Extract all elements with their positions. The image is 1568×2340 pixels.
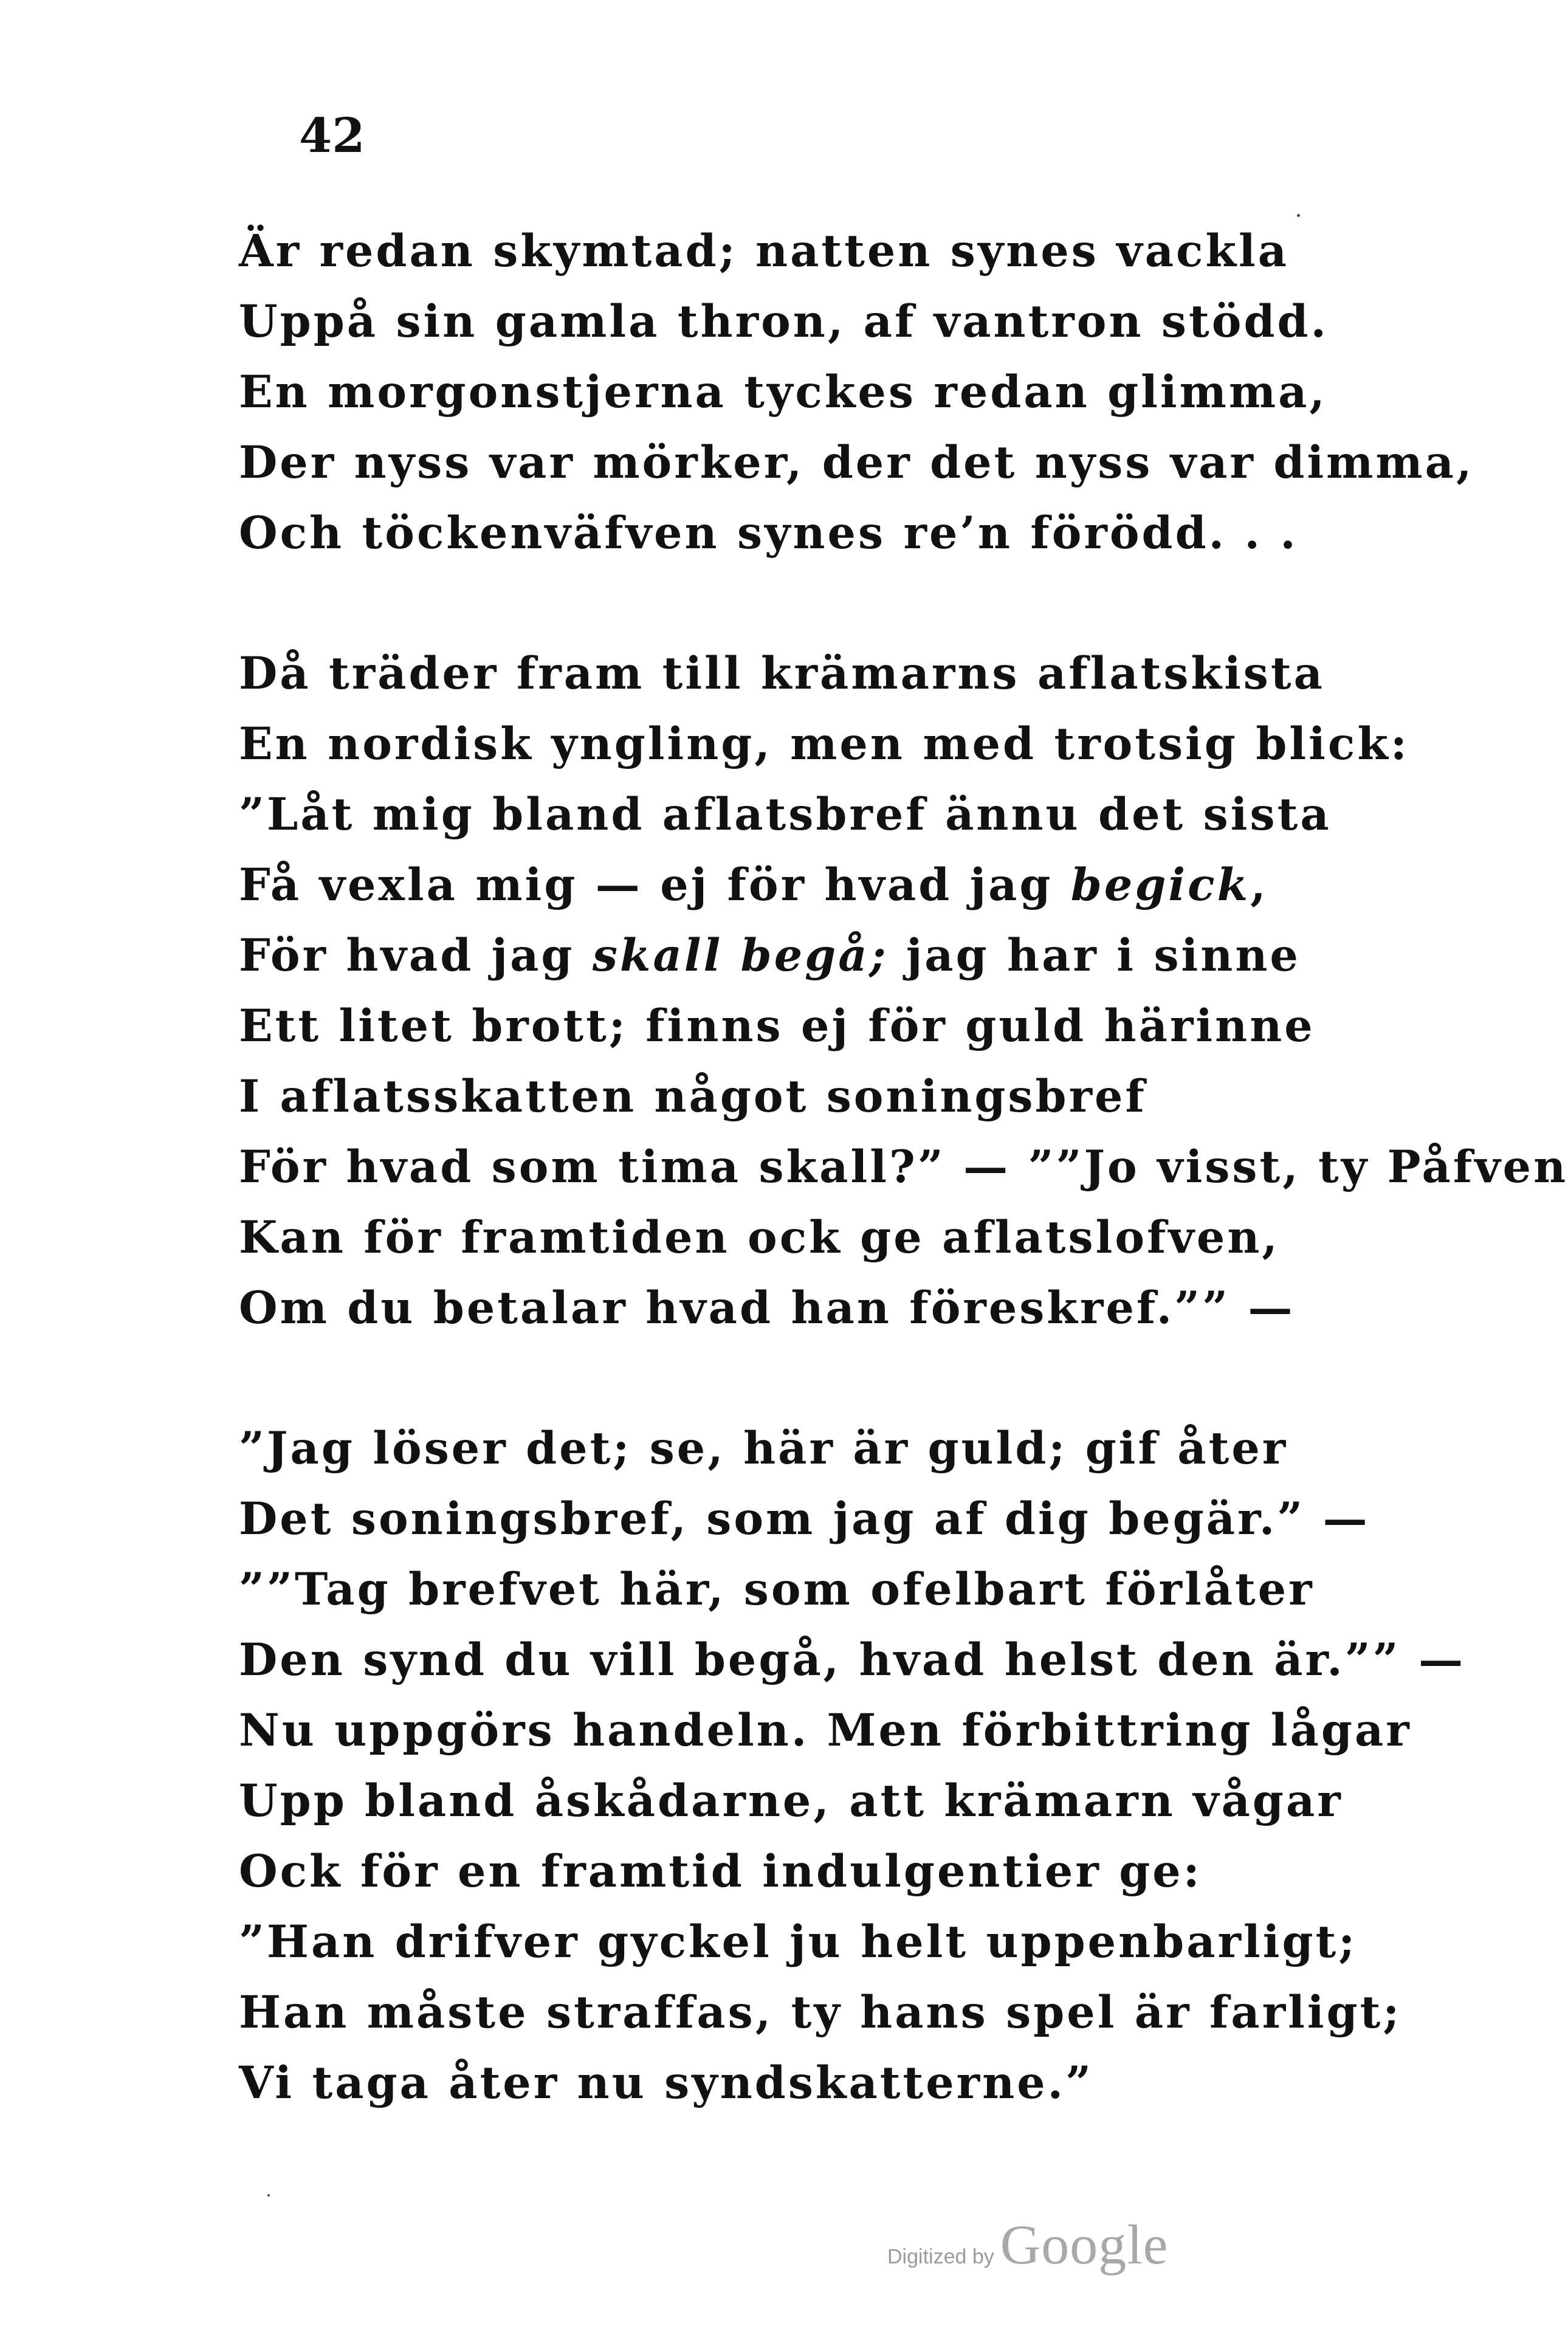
verse-line: I aflatsskatten något soningsbref xyxy=(239,1070,1147,1123)
verse-line: Nu uppgörs handeln. Men förbittring lågar xyxy=(239,1704,1412,1757)
italic-phrase: skall begå; xyxy=(592,929,889,982)
verse-line: ”Han drifver gyckel ju helt uppenbarligt; xyxy=(239,1916,1358,1968)
verse-line: Är redan skymtad; natten synes vackla xyxy=(239,225,1290,277)
verse-line: Kan för framtiden ock ge aflatslofven, xyxy=(239,1211,1280,1264)
verse-line: En morgonstjerna tyckes redan glimma, xyxy=(239,366,1327,418)
verse-line: Då träder fram till krämarns aflatskista xyxy=(239,647,1325,700)
stray-mark xyxy=(267,2194,270,2197)
verse-line: Der nyss var mörker, der det nyss var dimma, xyxy=(239,436,1474,489)
watermark-prefix: Digitized by xyxy=(887,2245,994,2268)
verse-line: Det soningsbref, som jag af dig begär.” — xyxy=(239,1493,1370,1545)
watermark-brand: Google xyxy=(1000,2214,1169,2276)
verse-line xyxy=(239,850,1568,920)
verse-text: , xyxy=(1250,859,1268,911)
verse-line: Han måste straffas, ty hans spel är farligt; xyxy=(239,1986,1402,2039)
verse-line: För hvad som tima skall?” — ””Jo visst, ty Påfven xyxy=(239,1141,1568,1193)
verse-line: En nordisk yngling, men med trotsig blick: xyxy=(239,718,1409,770)
verse-line: Ock för en framtid indulgentier ge: xyxy=(239,1845,1202,1898)
verse-line: Om du betalar hvad han föreskref.”” — xyxy=(239,1282,1295,1334)
verse-line: Uppå sin gamla thron, af vantron stödd. xyxy=(239,295,1329,348)
verse-text: jag har i sinne xyxy=(888,929,1301,982)
italic-word: begick xyxy=(1070,859,1251,911)
page-number: 42 xyxy=(299,108,365,163)
verse-line: Och töckenväfven synes re’n förödd. . . xyxy=(239,507,1298,559)
verse-line: ””Tag brefvet här, som ofelbart förlåter xyxy=(239,1563,1315,1616)
digitization-watermark xyxy=(887,2212,1169,2277)
stanza-2 xyxy=(239,638,1568,1343)
verse-text: Få vexla mig — ej för hvad jag xyxy=(239,859,1071,911)
verse-line: Upp bland åskådarne, att krämarn vågar xyxy=(239,1775,1343,1827)
verse-line: Vi taga åter nu syndskatterne.” xyxy=(239,2057,1094,2109)
stanza-1 xyxy=(239,216,1474,568)
verse-line: ”Låt mig bland aflatsbref ännu det sista xyxy=(239,788,1332,841)
verse-line xyxy=(239,920,1568,991)
verse-line: Den synd du vill begå, hvad helst den är.”” — xyxy=(239,1634,1466,1686)
stanza-3 xyxy=(239,1413,1465,2118)
verse-text: För hvad jag xyxy=(239,929,593,982)
verse-line: ”Jag löser det; se, här är guld; gif åter xyxy=(239,1422,1288,1475)
verse-line: Ett litet brott; finns ej för guld härinne xyxy=(239,1000,1315,1052)
